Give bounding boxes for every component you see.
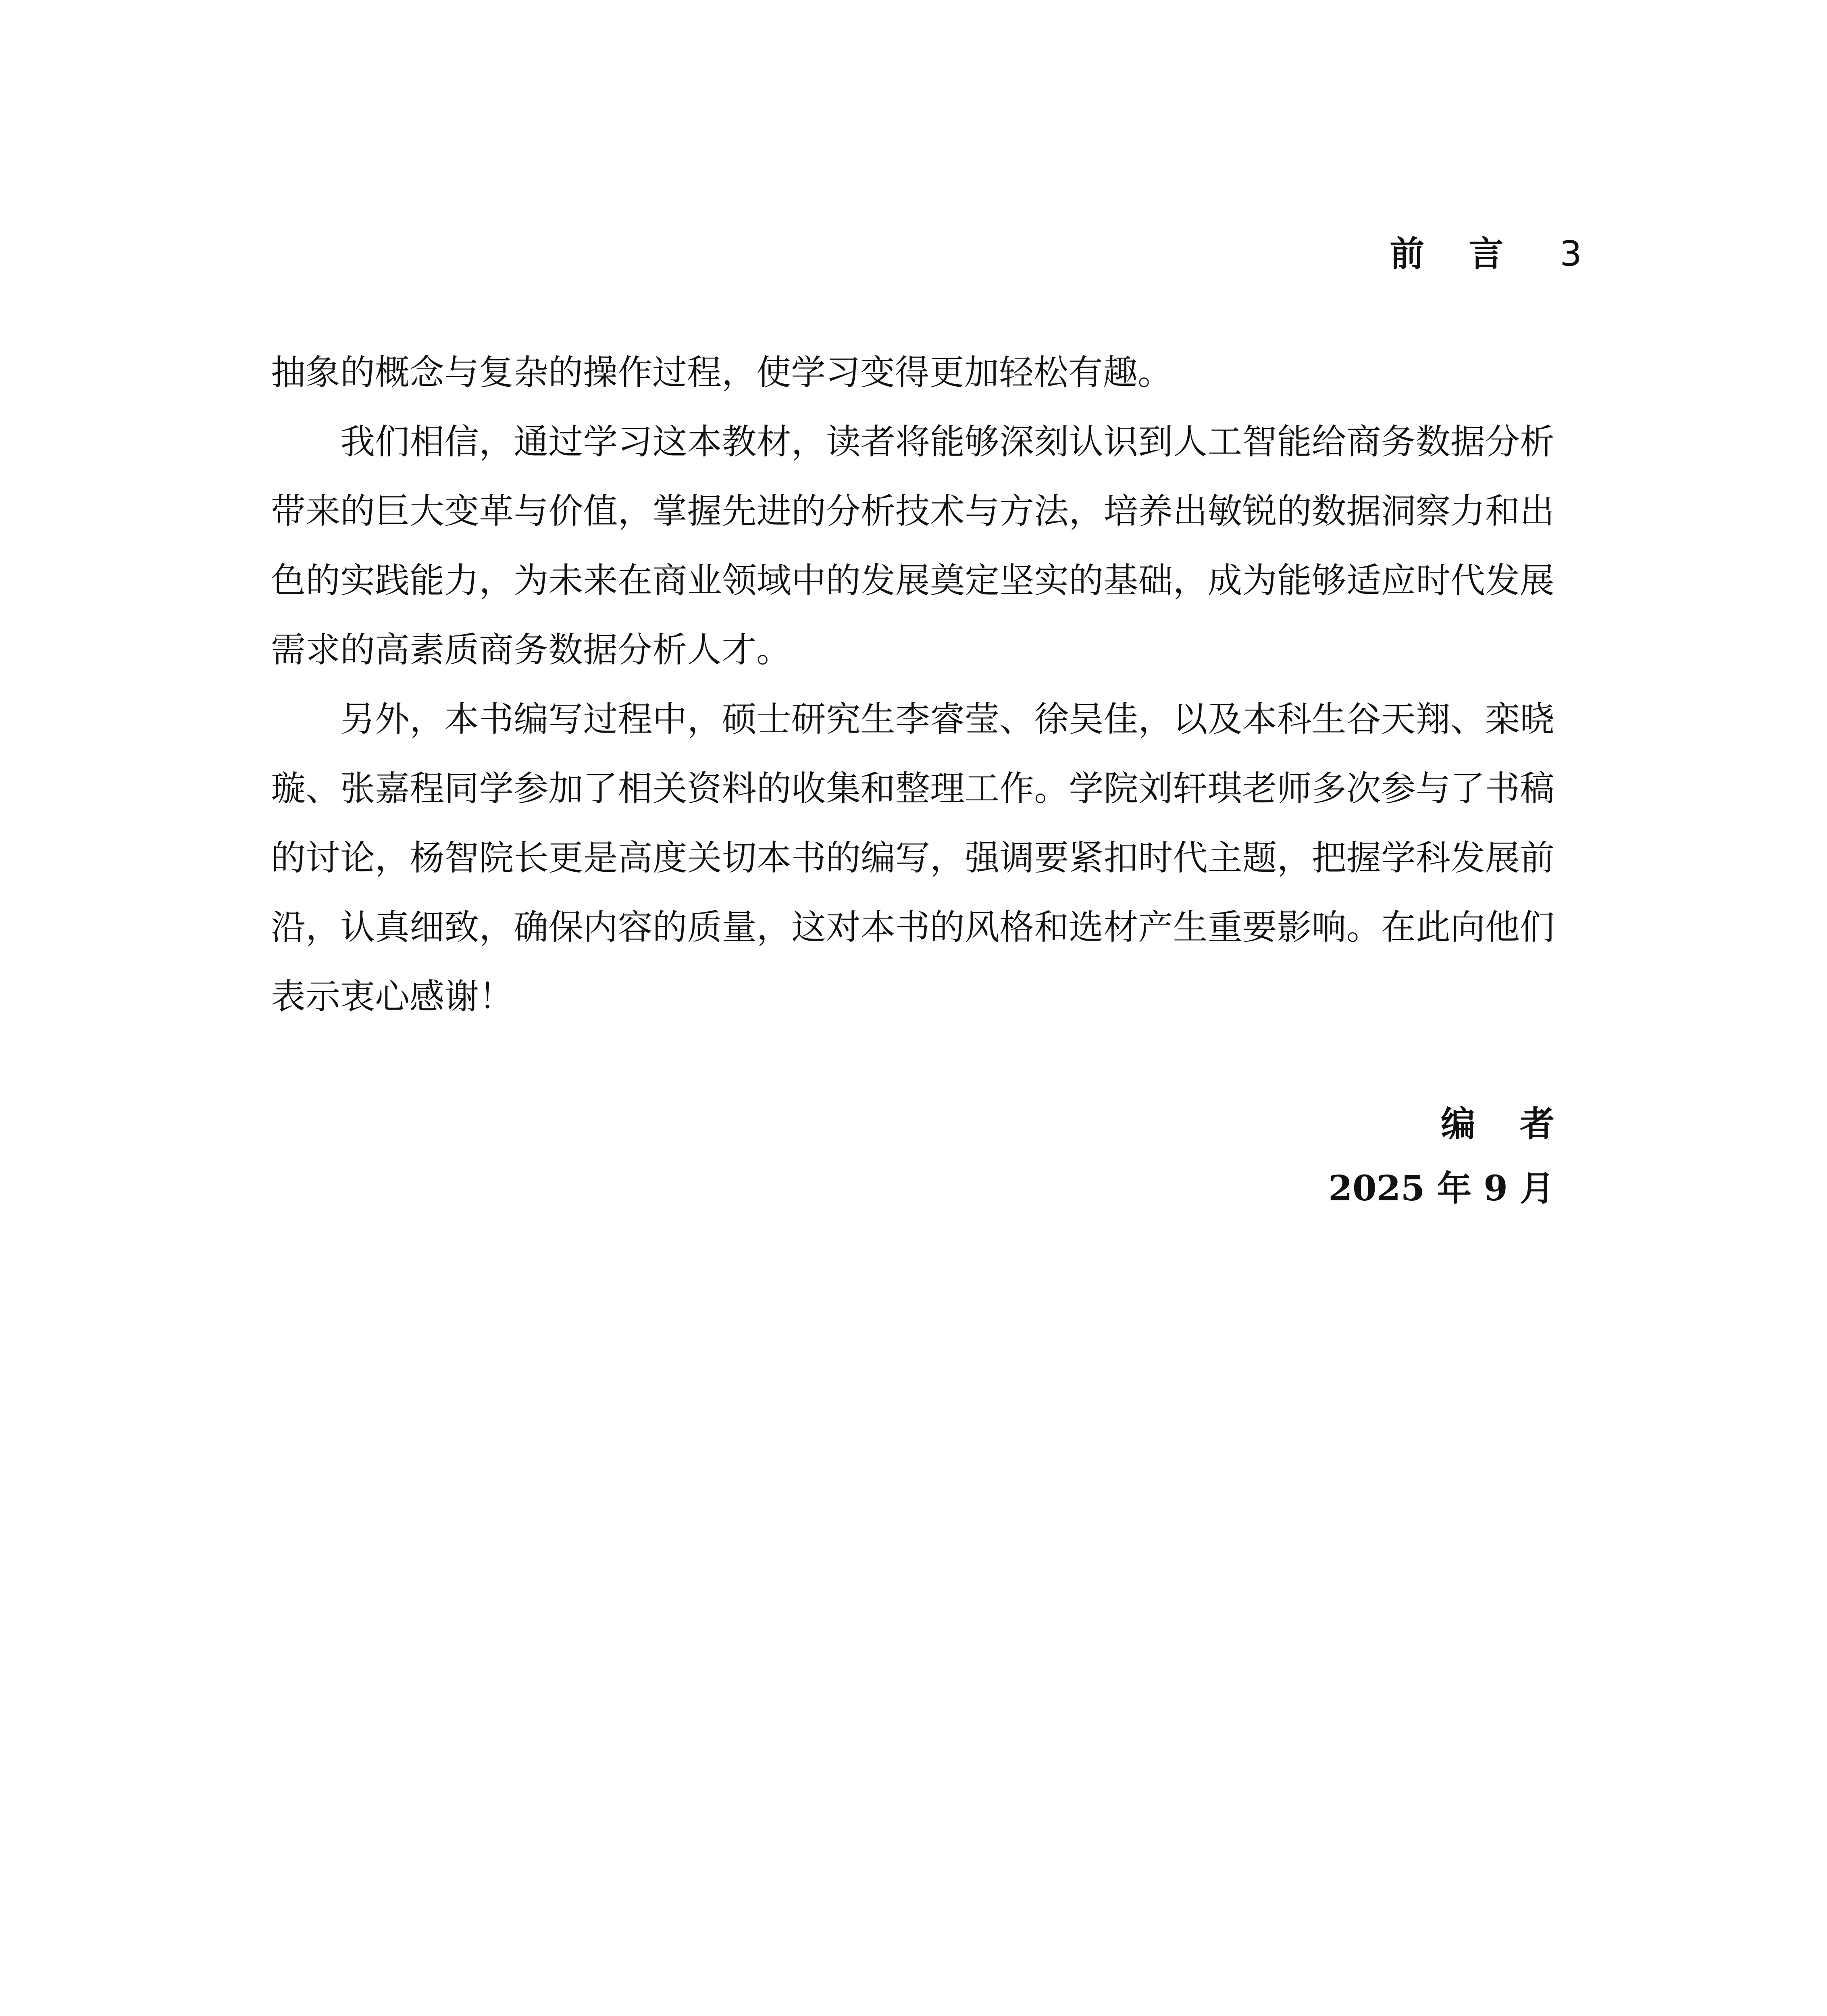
paragraph: 我们相信，通过学习这本教材，读者将能够深刻认识到人工智能给商务数据分析带来的巨大变革与价值，掌握先进的分析技术与方法，培养出敏锐的数据洞察力和出色的实践能力，为未来在商业领域中的发展奠定坚实的基础，成为能够适应时代发展需求的高素质商务数据分析人才。	[271, 422, 1554, 670]
signoff-date: 2025 年 9 月	[1328, 1168, 1554, 1209]
paragraph: 另外，本书编写过程中，硕士研究生李睿莹、徐吴佳，以及本科生谷天翔、栾晓璇、张嘉程同学参加了相关资料的收集和整理工作。学院刘轩琪老师多次参与了书稿的讨论，杨智院长更是高度关切本书的编写，强调要紧扣时代主题，把握学科发展前沿，认真细致，确保内容的质量，这对本书的风格和选材产生重要影响。在此向他们表示衷心感谢！	[271, 699, 1554, 1017]
paragraph-continuation: 抽象的概念与复杂的操作过程，使学习变得更加轻松有趣。	[271, 352, 1172, 393]
page-number: 3	[1560, 234, 1582, 274]
running-header-title: 前言	[1390, 234, 1548, 274]
running-header	[1390, 232, 1582, 276]
signoff-author: 编者	[1441, 1104, 1599, 1144]
signoff	[1328, 1092, 1599, 1221]
preface-body	[271, 338, 1554, 1031]
